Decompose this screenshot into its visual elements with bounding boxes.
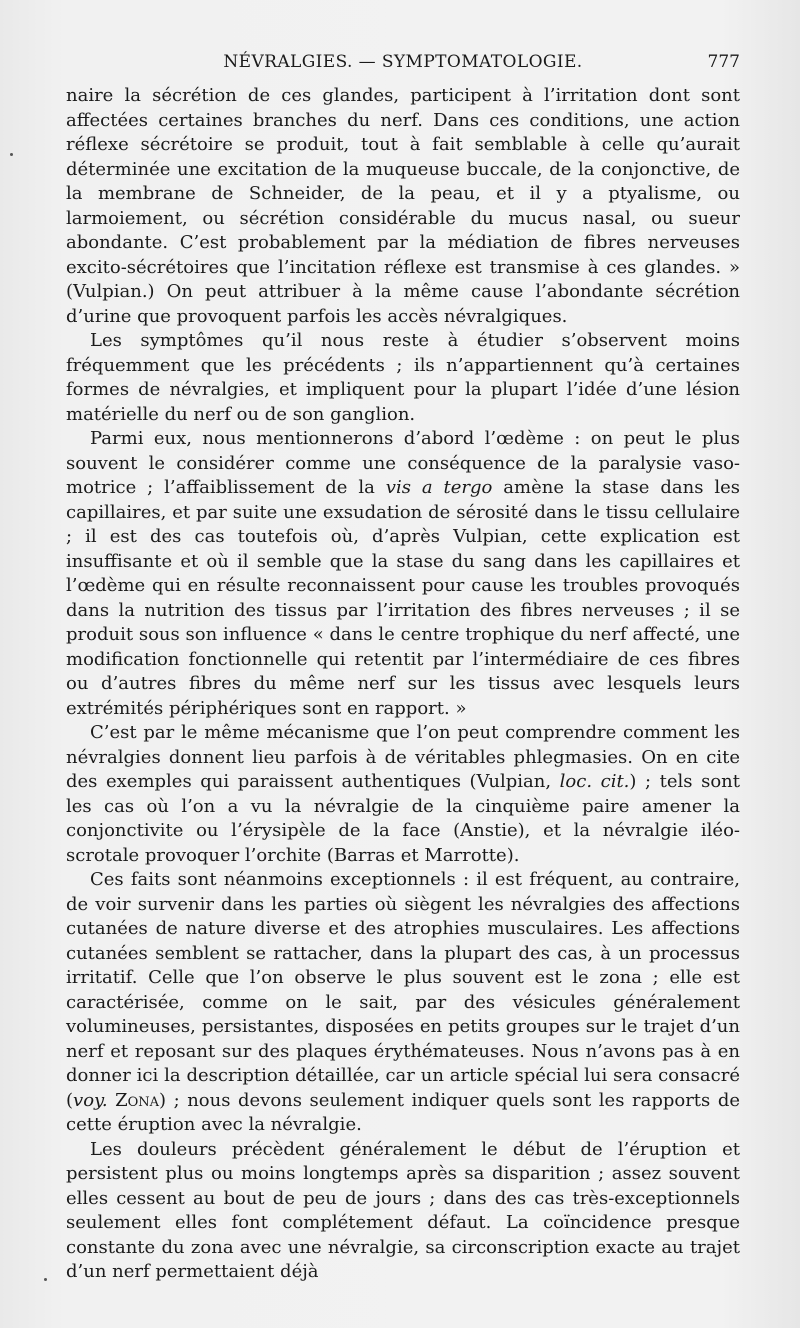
paragraph <box>66 868 740 1138</box>
text-run <box>108 1090 116 1111</box>
italic-run: vis a tergo <box>385 477 493 498</box>
paragraph <box>66 1138 740 1285</box>
text-run: Les symptômes qu’il nous reste à étudier s’observent moins fréquemment que les précédents ; ils n’appartiennent qu’à certaines formes de névralgies, et impliquent pour la plupart l’idée d’une lésion matérielle du nerf ou de son ganglion. <box>66 330 740 425</box>
running-head <box>66 52 740 76</box>
text-run: amène la stase dans les capillaires, et par suite une exsudation de sérosité dans le tissu cellulaire ; il est des cas toutefois où, d’après Vulpian, cette explication est insuffisante et où il semble que la stase du sang dans les capillaires et l’œdème qui en résulte reconnaissent pour cause les troubles provoqués dans la nutrition des tissus par l’irritation des fibres nerveuses ; il se produit sous son influence « dans le centre trophique du nerf affecté, une modification fonctionnelle qui retentit par l’intermédiaire de ces fibres ou d’autres fibres du même nerf sur les tissus avec lesquels leurs extrémités périphériques sont en rapport. » <box>66 477 741 719</box>
text-run: naire la sécrétion de ces glandes, participent à l’irritation dont sont affectées certaines branches du nerf. Dans ces conditions, une action réflexe sécrétoire se produit, tout à fait semblable à celle qu’aurait déterminée une excitation de la muqueuse buccale, de la conjonctive, de la membrane de Schneider, de la peau, et il y a ptyalisme, ou larmoiement, ou sécrétion considérable du mucus nasal, ou sueur abondante. C’est probablement par la médiation de fibres nerveuses excito-sécrétoires que l’incitation réflexe est transmise à ces glandes. » (Vulpian.) On peut attribuer à la même cause l’abondante sécrétion d’urine que provoquent parfois les accès névralgiques. <box>66 85 740 327</box>
text-run: C’est par le même mécanisme que l’on peut comprendre comment les névralgies donnent lieu parfois à de véritables phlegmasies. On en cite des exemples qui paraissent authentiques (Vulpian, <box>66 722 740 792</box>
italic-run: voy. <box>73 1089 108 1111</box>
paragraph <box>66 721 740 868</box>
ink-speck <box>10 153 13 156</box>
page-number: 777 <box>707 52 740 72</box>
running-title: NÉVRALGIES. — SYMPTOMATOLOGIE. <box>223 52 583 72</box>
paragraph <box>66 84 740 329</box>
text-run: Ces faits sont néanmoins exceptionnels : il est fréquent, au contraire, de voir survenir dans les parties où siègent les névralgies des affections cutanées de nature diverse et des atrophies musculaires. Les affections cutanées semblent se rattacher, dans la plupart des cas, à un processus irritatif. Celle que l’on observe le plus souvent est le zona ; elle est caractérisée, comme on le sait, par des vésicules généralement volumineuses, persistantes, disposées en petits groupes sur le trajet d’un nerf et reposant sur des plaques érythémateuses. Nous n’avons pas à en donner ici la description détaillée, car un article spécial lui sera consacré ( <box>66 869 740 1111</box>
paragraph <box>66 427 740 721</box>
text-run: ) ; nous devons seulement indiquer quels sont les rapports de cette éruption avec la névralgie. <box>66 1089 740 1135</box>
text-run: Parmi eux, nous mentionnerons d’abord l’œdème : on peut le plus souvent le considérer comme une conséquence de la paralysie vaso-motrice ; l’affaiblissement de la <box>66 428 740 498</box>
text-run: ) ; tels sont les cas où l’on a vu la névralgie de la cinquième paire amener la conjonctivite ou l’érysipèle de la face (Anstie), et la névralgie iléo-scrotale provoquer l’orchite (Barras et Marrotte). <box>66 771 740 866</box>
ink-speck <box>44 1278 47 1281</box>
small-caps-run: Zona <box>115 1089 160 1111</box>
body-text <box>66 84 740 1285</box>
paragraph <box>66 329 740 427</box>
text-run: Les douleurs précèdent généralement le début de l’éruption et persistent plus ou moins longtemps après sa disparition ; assez souvent elles cessent au bout de peu de jours ; dans des cas très-exceptionnels seulement elles font complétement défaut. La coïncidence presque constante du zona avec une névralgie, sa circonscription exacte au trajet d’un nerf permettaient déjà <box>66 1138 740 1282</box>
italic-run: loc. cit. <box>559 771 630 792</box>
